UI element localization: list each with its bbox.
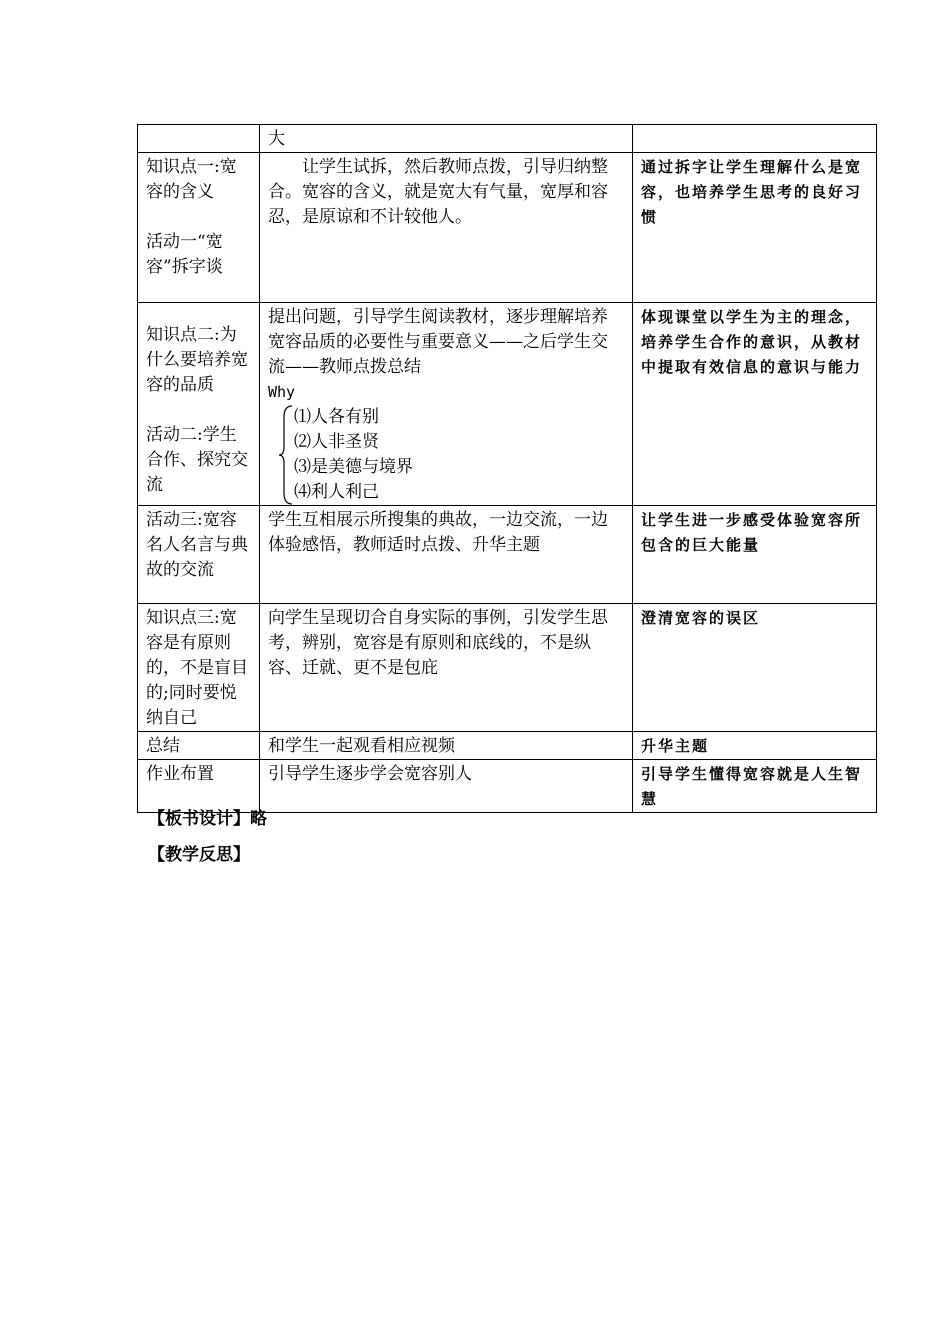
knowledge-point-label: 知识点一:宽容的含义 <box>146 157 237 202</box>
note-text: 让学生进一步感受体验宽容所包含的巨大能量 <box>641 511 863 554</box>
cell-label <box>138 506 260 604</box>
activity-label: 活动一“宽容”拆字谈 <box>146 232 223 277</box>
cell-note <box>633 604 877 732</box>
cell-label <box>138 125 260 153</box>
cell-label <box>138 604 260 732</box>
table-row <box>138 604 877 732</box>
note-text: 引导学生懂得宽容就是人生智慧 <box>641 765 863 808</box>
knowledge-point-label: 知识点二:为什么要培养宽容的品质 <box>146 325 248 395</box>
lesson-plan-table <box>137 124 877 813</box>
cell-note <box>633 760 877 813</box>
cell-content: 大 <box>260 125 633 153</box>
content-text: 提出问题，引导学生阅读教材，逐步理解培养宽容品质的必要性与重要意义——之后学生交流——教师点拨总结 <box>268 307 608 377</box>
cell-label: 作业布置 <box>138 760 260 813</box>
content-text: 让学生试拆，然后教师点拨，引导归纳整合。宽容的含义，就是宽大有气量，宽厚和容忍，是原谅和不计较他人。 <box>268 157 608 227</box>
why-item: ⑶是美德与境界 <box>294 457 413 477</box>
table-row <box>138 125 877 153</box>
table-row <box>138 303 877 506</box>
activity-label: 活动三:宽容名人名言与典故的交流 <box>146 510 248 580</box>
table-row <box>138 732 877 760</box>
board-design-heading: 【板书设计】略 <box>148 809 267 829</box>
note-text: 澄清宽容的误区 <box>641 609 761 627</box>
cell-note <box>633 506 877 604</box>
content-text: 学生互相展示所搜集的典故，一边交流，一边体验感悟，教师适时点拨、升华主题 <box>268 510 608 555</box>
cell-content: 和学生一起观看相应视频 <box>260 732 633 760</box>
note-text: 升华主题 <box>641 737 710 755</box>
cell-content <box>260 303 633 506</box>
teaching-reflection-heading: 【教学反思】 <box>148 845 250 865</box>
cell-note <box>633 153 877 303</box>
why-item: ⑴人各有别 <box>294 407 379 427</box>
cell-label <box>138 153 260 303</box>
why-item: ⑵人非圣贤 <box>294 432 379 452</box>
cell-content <box>260 153 633 303</box>
content-text: 向学生呈现切合自身实际的事例，引发学生思考，辨别，宽容是有原则和底线的，不是纵容、迁就、更不是包庇 <box>268 608 608 678</box>
cell-content: 引导学生逐步学会宽容别人 <box>260 760 633 813</box>
why-label: Why <box>268 383 296 401</box>
note-text: 体现课堂以学生为主的理念，培养学生合作的意识，从教材中提取有效信息的意识与能力 <box>641 308 863 376</box>
why-item: ⑷利人利己 <box>294 482 379 502</box>
cell-note <box>633 732 877 760</box>
cell-note <box>633 303 877 506</box>
table-row <box>138 153 877 303</box>
cell-content <box>260 506 633 604</box>
knowledge-point-label: 知识点三:宽容是有原则的，不是盲目的;同时要悦纳自己 <box>146 608 248 728</box>
cell-label <box>138 303 260 506</box>
cell-content <box>260 604 633 732</box>
activity-label: 活动二:学生合作、探究交流 <box>146 425 248 495</box>
table-row <box>138 506 877 604</box>
cell-label: 总结 <box>138 732 260 760</box>
cell-note <box>633 125 877 153</box>
note-text: 通过拆字让学生理解什么是宽容，也培养学生思考的良好习惯 <box>641 158 863 226</box>
brace-icon <box>278 405 294 505</box>
why-list <box>278 405 624 505</box>
